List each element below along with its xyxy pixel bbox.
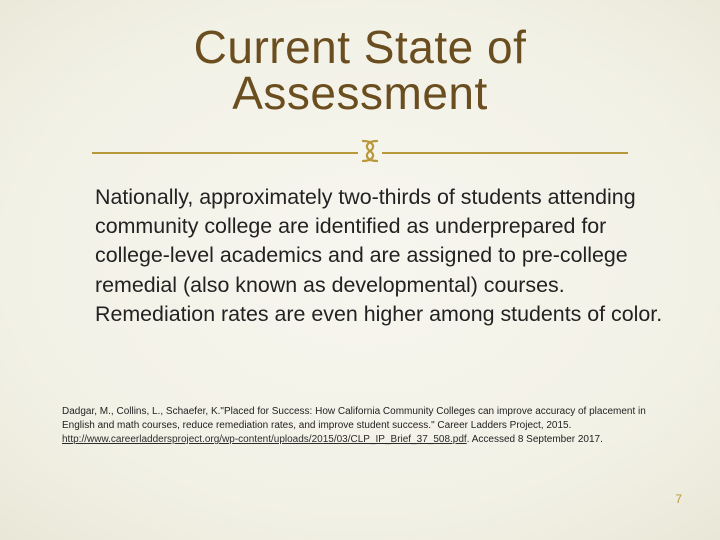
title-divider-left [92, 152, 358, 154]
title-divider-right [382, 152, 628, 154]
citation-link[interactable]: http://www.careerladdersproject.org/wp-content/uploads/2015/03/CLP_IP_Brief_37_508.pdf [62, 434, 467, 445]
slide-title: Current State of Assessment [193, 21, 527, 119]
page-number: 7 [675, 492, 682, 506]
flourish-icon [358, 138, 382, 164]
citation [62, 405, 662, 447]
citation-text: Dadgar, M., Collins, L., Schaefer, K."Placed for Success: How California Community Colleges can improve accuracy of placement in English and math courses, reduce remediation rates, and improve student success." Career Ladders Project, 2015. [62, 406, 646, 431]
citation-accessed: . Accessed 8 September 2017. [466, 434, 603, 445]
body-paragraph: Nationally, approximately two-thirds of students attending community college are identified as underprepared for college-level academics and are assigned to pre-college remedial (also known as developmental) courses. Remediation rates are even higher among students of color. [95, 185, 663, 326]
